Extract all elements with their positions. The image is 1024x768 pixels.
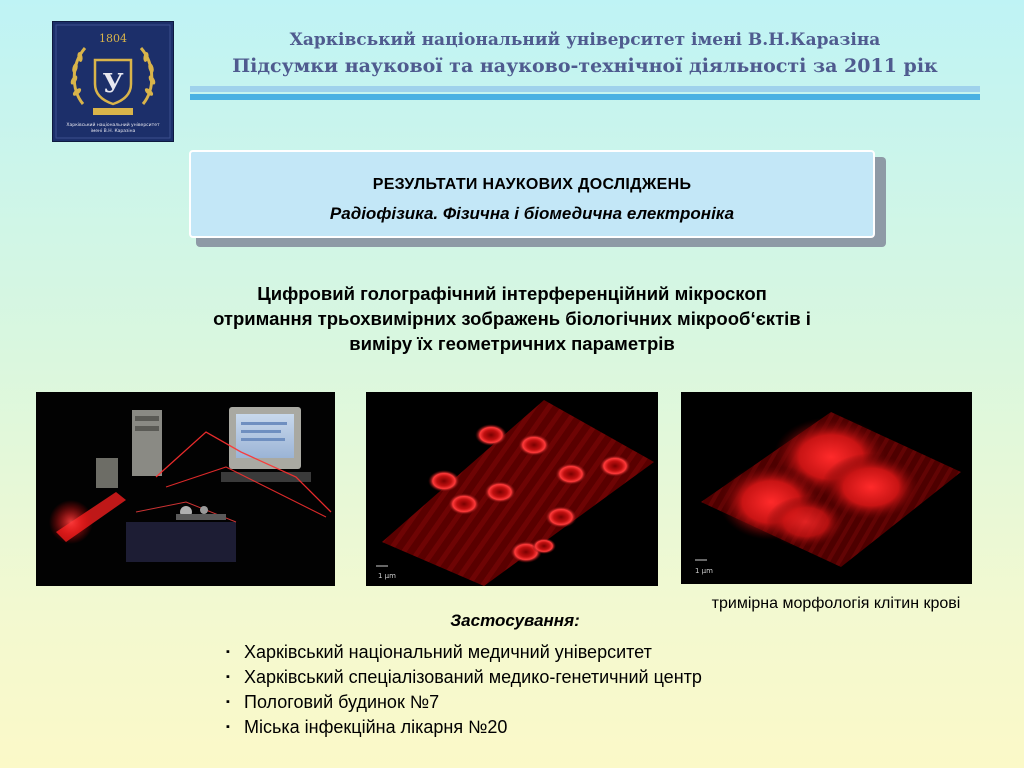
microscope-setup-photo: [36, 392, 335, 586]
list-item: [225, 690, 702, 715]
section-banner: [189, 150, 875, 238]
bullet-icon: ▪: [226, 671, 230, 683]
logo-letter: У: [102, 69, 124, 99]
scale-label-3: 1 µm: [695, 567, 713, 575]
project-title-line3: виміру їх геометричних параметрів: [349, 333, 675, 354]
application-item: Харківський спеціалізований медико-генетичний центр: [244, 667, 702, 687]
cells-3d-surface-image: [366, 392, 658, 586]
scale-label-2: 1 µm: [378, 572, 396, 580]
cell-morphology-image: [681, 392, 972, 584]
applications-title: Застосування:: [450, 611, 580, 630]
list-item: [225, 640, 702, 665]
logo-year: 1804: [99, 32, 127, 45]
list-item: [225, 665, 702, 690]
application-item: Пологовий будинок №7: [244, 692, 440, 712]
bullet-icon: ▪: [226, 696, 230, 708]
project-title: [150, 281, 874, 356]
banner-subtitle: Радіофізика. Фізична і біомедична електроніка: [329, 204, 735, 223]
university-logo: [52, 21, 174, 142]
bullet-icon: ▪: [226, 646, 230, 658]
logo-caption-line2: імені В.Н. Каразіна: [90, 129, 136, 134]
list-item: [225, 715, 702, 740]
application-item: Міська інфекційна лікарня №20: [244, 717, 508, 737]
report-title: Підсумки наукової та науково-технічної діяльності за 2011 рік: [232, 55, 938, 77]
banner-title: РЕЗУЛЬТАТИ НАУКОВИХ ДОСЛІДЖЕНЬ: [372, 176, 692, 193]
project-title-line1: Цифровий голографічний інтерференційний мікроскоп: [257, 283, 767, 304]
project-title-line2: отримання трьохвимірних зображень біологічних мікрооб‘єктів і: [213, 308, 811, 329]
application-item: Харківський національний медичний університет: [244, 642, 652, 662]
morphology-caption: тримірна морфологія клітин крові: [711, 595, 961, 612]
bullet-icon: ▪: [226, 721, 230, 733]
applications-list: [225, 640, 702, 740]
university-name: Харківський національний університет імені В.Н.Каразіна: [289, 30, 881, 50]
logo-caption-line1: Харківський національний університет: [66, 123, 160, 128]
header-divider: [190, 86, 980, 100]
